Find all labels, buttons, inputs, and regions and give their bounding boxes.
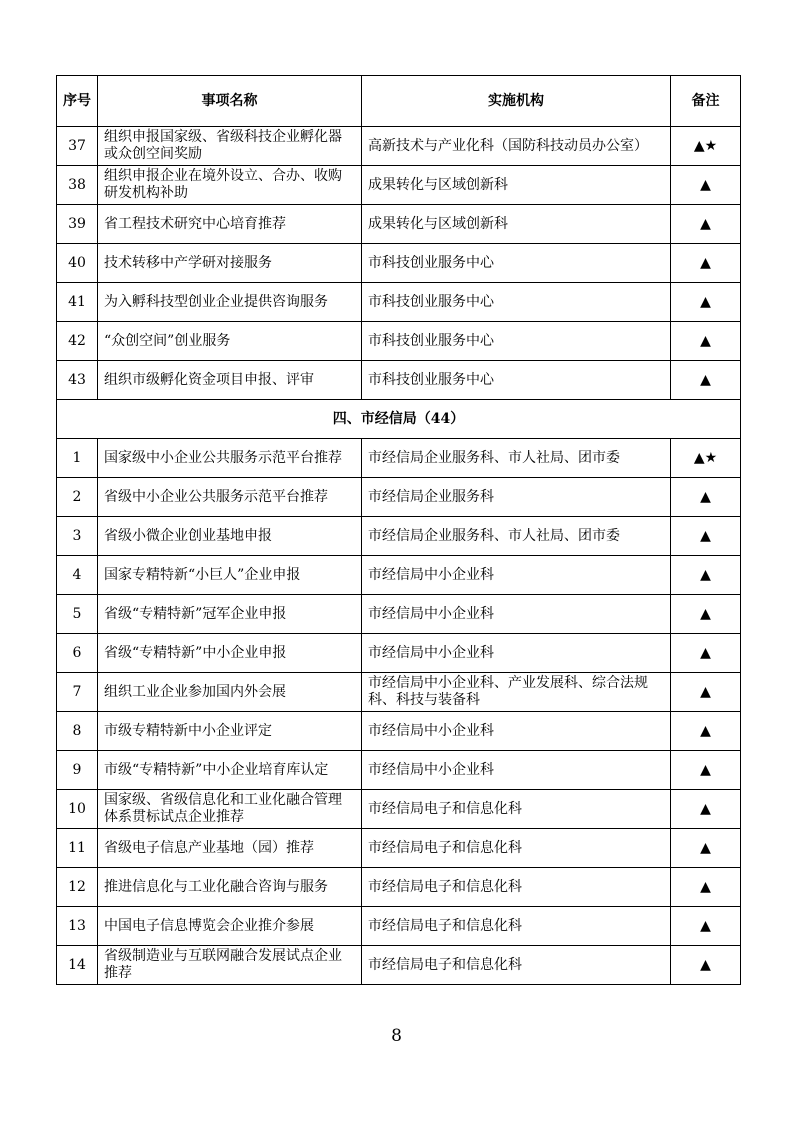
- row-number: 40: [57, 244, 98, 283]
- item-name: 省级制造业与互联网融合发展试点企业推荐: [98, 946, 362, 985]
- item-name: 省级“专精特新”中小企业申报: [98, 634, 362, 673]
- remark-symbol: ▲★: [671, 127, 741, 166]
- item-name: 省工程技术研究中心培育推荐: [98, 205, 362, 244]
- table-header-row: [57, 76, 741, 127]
- implementing-agency: 市经信局中小企业科: [362, 595, 671, 634]
- item-name: “众创空间”创业服务: [98, 322, 362, 361]
- table-row: [57, 244, 741, 283]
- row-number: 13: [57, 907, 98, 946]
- implementing-agency: 市经信局电子和信息化科: [362, 907, 671, 946]
- table-row: [57, 595, 741, 634]
- item-name: 省级小微企业创业基地申报: [98, 517, 362, 556]
- item-name: 组织工业企业参加国内外会展: [98, 673, 362, 712]
- remark-symbol: ▲: [671, 517, 741, 556]
- item-name: 组织申报国家级、省级科技企业孵化器或众创空间奖励: [98, 127, 362, 166]
- item-name: 省级“专精特新”冠军企业申报: [98, 595, 362, 634]
- implementing-agency: 市经信局企业服务科、市人社局、团市委: [362, 439, 671, 478]
- row-number: 3: [57, 517, 98, 556]
- implementing-agency: 成果转化与区域创新科: [362, 166, 671, 205]
- implementing-agency: 市经信局中小企业科: [362, 634, 671, 673]
- table-row: [57, 712, 741, 751]
- remark-symbol: ▲: [671, 595, 741, 634]
- row-number: 41: [57, 283, 98, 322]
- implementing-agency: 市经信局中小企业科、产业发展科、综合法规科、科技与装备科: [362, 673, 671, 712]
- table-row: [57, 634, 741, 673]
- remark-symbol: ▲: [671, 478, 741, 517]
- remark-symbol: ▲: [671, 244, 741, 283]
- row-number: 39: [57, 205, 98, 244]
- implementing-agency: 市科技创业服务中心: [362, 322, 671, 361]
- item-name: 为入孵科技型创业企业提供咨询服务: [98, 283, 362, 322]
- item-name: 组织市级孵化资金项目申报、评审: [98, 361, 362, 400]
- header-org: 实施机构: [362, 76, 671, 127]
- item-name: 省级中小企业公共服务示范平台推荐: [98, 478, 362, 517]
- item-name: 组织申报企业在境外设立、合办、收购研发机构补助: [98, 166, 362, 205]
- row-number: 11: [57, 829, 98, 868]
- implementing-agency: 市经信局电子和信息化科: [362, 790, 671, 829]
- remark-symbol: ▲: [671, 907, 741, 946]
- table-row: [57, 205, 741, 244]
- implementing-agency: 市科技创业服务中心: [362, 283, 671, 322]
- row-number: 37: [57, 127, 98, 166]
- item-name: 市级专精特新中小企业评定: [98, 712, 362, 751]
- row-number: 38: [57, 166, 98, 205]
- table-row: [57, 361, 741, 400]
- remark-symbol: ▲: [671, 283, 741, 322]
- item-name: 市级“专精特新”中小企业培育库认定: [98, 751, 362, 790]
- row-number: 9: [57, 751, 98, 790]
- implementing-agency: 市经信局电子和信息化科: [362, 946, 671, 985]
- implementing-agency: 市经信局中小企业科: [362, 751, 671, 790]
- remark-symbol: ▲★: [671, 439, 741, 478]
- row-number: 2: [57, 478, 98, 517]
- item-name: 国家专精特新“小巨人”企业申报: [98, 556, 362, 595]
- table-row: [57, 556, 741, 595]
- implementing-agency: 市经信局电子和信息化科: [362, 868, 671, 907]
- row-number: 42: [57, 322, 98, 361]
- section-row: [57, 400, 741, 439]
- remark-symbol: ▲: [671, 556, 741, 595]
- remark-symbol: ▲: [671, 205, 741, 244]
- remark-symbol: ▲: [671, 868, 741, 907]
- row-number: 6: [57, 634, 98, 673]
- item-name: 国家级中小企业公共服务示范平台推荐: [98, 439, 362, 478]
- item-name: 中国电子信息博览会企业推介参展: [98, 907, 362, 946]
- remark-symbol: ▲: [671, 751, 741, 790]
- table-row: [57, 517, 741, 556]
- row-number: 7: [57, 673, 98, 712]
- header-note: 备注: [671, 76, 741, 127]
- implementing-agency: 市经信局中小企业科: [362, 712, 671, 751]
- item-name: 省级电子信息产业基地（园）推荐: [98, 829, 362, 868]
- section-title: 四、市经信局（44）: [57, 400, 741, 439]
- remark-symbol: ▲: [671, 790, 741, 829]
- row-number: 1: [57, 439, 98, 478]
- remark-symbol: ▲: [671, 634, 741, 673]
- remark-symbol: ▲: [671, 712, 741, 751]
- remark-symbol: ▲: [671, 322, 741, 361]
- table-row: [57, 868, 741, 907]
- remark-symbol: ▲: [671, 946, 741, 985]
- implementing-agency: 成果转化与区域创新科: [362, 205, 671, 244]
- implementing-agency: 市科技创业服务中心: [362, 361, 671, 400]
- table-row: [57, 439, 741, 478]
- table-row: [57, 751, 741, 790]
- services-table: [56, 75, 741, 985]
- implementing-agency: 市经信局企业服务科: [362, 478, 671, 517]
- table-row: [57, 829, 741, 868]
- row-number: 12: [57, 868, 98, 907]
- remark-symbol: ▲: [671, 829, 741, 868]
- row-number: 14: [57, 946, 98, 985]
- row-number: 10: [57, 790, 98, 829]
- table-row: [57, 166, 741, 205]
- table-row: [57, 790, 741, 829]
- header-no: 序号: [57, 76, 98, 127]
- header-name: 事项名称: [98, 76, 362, 127]
- table-row: [57, 946, 741, 985]
- page-number: 8: [391, 1026, 402, 1046]
- row-number: 5: [57, 595, 98, 634]
- item-name: 推进信息化与工业化融合咨询与服务: [98, 868, 362, 907]
- table-row: [57, 907, 741, 946]
- remark-symbol: ▲: [671, 166, 741, 205]
- row-number: 8: [57, 712, 98, 751]
- table-row: [57, 283, 741, 322]
- table-row: [57, 478, 741, 517]
- table-row: [57, 322, 741, 361]
- item-name: 国家级、省级信息化和工业化融合管理体系贯标试点企业推荐: [98, 790, 362, 829]
- implementing-agency: 市科技创业服务中心: [362, 244, 671, 283]
- item-name: 技术转移中产学研对接服务: [98, 244, 362, 283]
- remark-symbol: ▲: [671, 673, 741, 712]
- implementing-agency: 高新技术与产业化科（国防科技动员办公室）: [362, 127, 671, 166]
- remark-symbol: ▲: [671, 361, 741, 400]
- table-row: [57, 673, 741, 712]
- row-number: 4: [57, 556, 98, 595]
- implementing-agency: 市经信局企业服务科、市人社局、团市委: [362, 517, 671, 556]
- implementing-agency: 市经信局中小企业科: [362, 556, 671, 595]
- row-number: 43: [57, 361, 98, 400]
- implementing-agency: 市经信局电子和信息化科: [362, 829, 671, 868]
- table-row: [57, 127, 741, 166]
